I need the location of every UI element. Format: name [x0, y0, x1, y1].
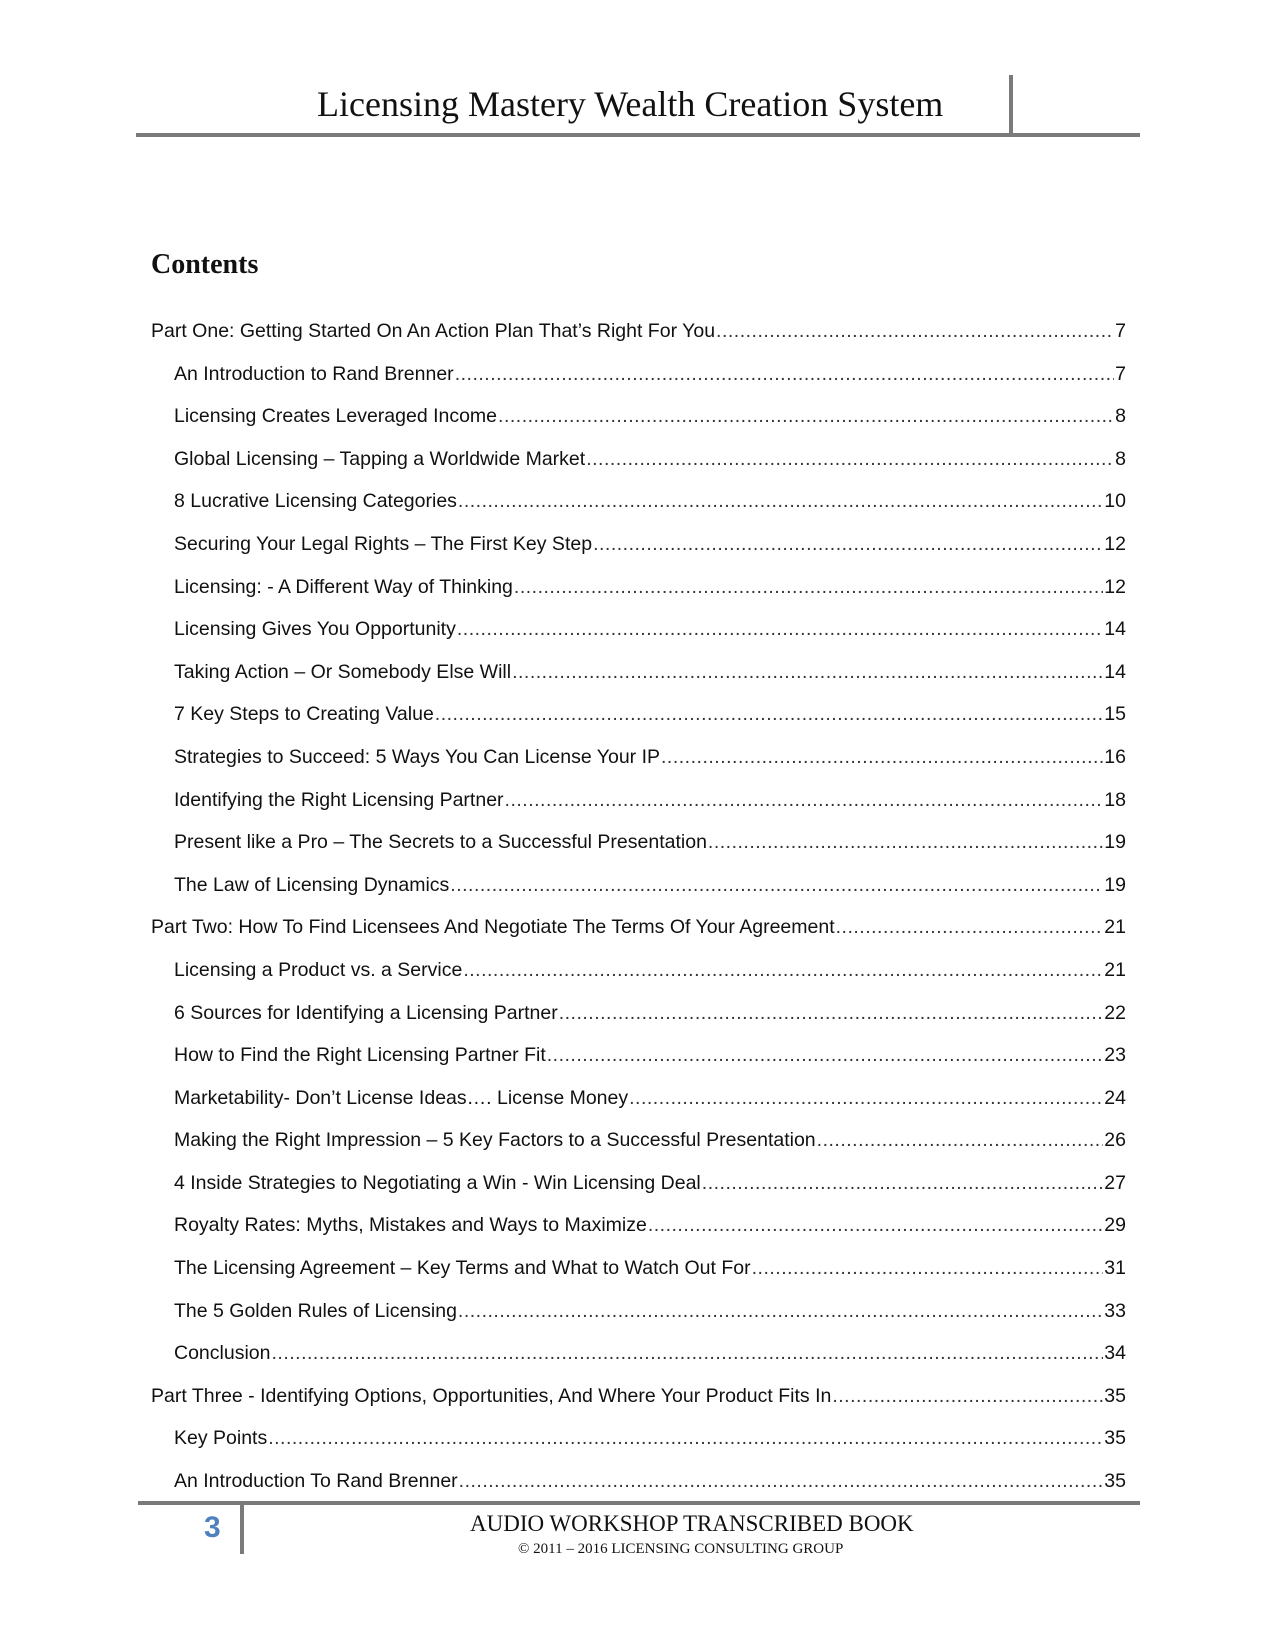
toc-entry-page: 15	[1104, 703, 1126, 726]
table-of-contents	[151, 310, 1126, 1503]
toc-entry-title: 8 Lucrative Licensing Categories	[174, 490, 457, 513]
toc-entry-title: 7 Key Steps to Creating Value	[174, 703, 434, 726]
toc-dot-leader	[435, 693, 1104, 736]
footer-title: AUDIO WORKSHOP TRANSCRIBED BOOK	[470, 1511, 914, 1536]
toc-entry-title: Licensing Gives You Opportunity	[174, 618, 456, 641]
toc-entry-title: Marketability- Don’t License Ideas…. License Money	[174, 1086, 629, 1109]
toc-entry-page: 21	[1104, 958, 1126, 981]
toc-entry-page: 23	[1104, 1044, 1126, 1067]
toc-entry-page: 22	[1104, 1001, 1126, 1024]
toc-entry-title: Conclusion	[174, 1342, 271, 1365]
toc-dot-leader	[271, 1332, 1103, 1375]
toc-section-entry[interactable]	[151, 864, 1126, 907]
toc-entry-page: 35	[1104, 1470, 1126, 1493]
toc-dot-leader	[455, 353, 1114, 396]
toc-dot-leader	[459, 1460, 1104, 1503]
toc-dot-leader	[559, 992, 1104, 1035]
toc-entry-page: 7	[1115, 362, 1126, 385]
toc-dot-leader	[512, 651, 1103, 694]
toc-entry-title: Part One: Getting Started On An Action Plan That’s Right For You	[151, 320, 716, 342]
toc-entry-page: 26	[1104, 1129, 1126, 1152]
toc-entry-title: Taking Action – Or Somebody Else Will	[174, 660, 512, 683]
toc-section-entry[interactable]	[151, 1460, 1126, 1503]
toc-dot-leader	[458, 1290, 1103, 1333]
toc-entry-page: 12	[1104, 532, 1126, 555]
toc-entry-page: 29	[1104, 1214, 1126, 1237]
toc-entry-page: 19	[1104, 873, 1126, 896]
toc-entry-title: An Introduction To Rand Brenner	[174, 1470, 458, 1493]
toc-dot-leader	[752, 1247, 1104, 1290]
footer-vertical-rule	[240, 1503, 244, 1554]
toc-entry-page: 16	[1104, 745, 1126, 768]
toc-section-entry[interactable]	[151, 566, 1126, 609]
toc-dot-leader	[716, 310, 1114, 353]
toc-section-entry[interactable]	[151, 1417, 1126, 1460]
page-number: 3	[204, 1511, 221, 1544]
toc-entry-page: 8	[1115, 405, 1126, 428]
toc-entry-page: 14	[1104, 660, 1126, 683]
toc-entry-title: Part Three - Identifying Options, Opportunities, And Where Your Product Fits In	[151, 1384, 832, 1407]
toc-section-entry[interactable]	[151, 693, 1126, 736]
footer-copyright: © 2011 – 2016 LICENSING CONSULTING GROUP	[518, 1541, 844, 1557]
toc-entry-title: Licensing a Product vs. a Service	[174, 958, 463, 981]
toc-dot-leader	[702, 1162, 1104, 1205]
toc-dot-leader	[547, 1034, 1104, 1077]
toc-entry-page: 31	[1104, 1257, 1126, 1280]
toc-section-entry[interactable]	[151, 523, 1126, 566]
toc-section-entry[interactable]	[151, 353, 1126, 396]
toc-entry-title: Licensing Creates Leveraged Income	[174, 405, 498, 428]
toc-entry-page: 21	[1104, 916, 1126, 939]
toc-entry-title: How to Find the Right Licensing Partner Fit	[174, 1044, 546, 1067]
toc-entry-title: Securing Your Legal Rights – The First Key Step	[174, 532, 593, 555]
toc-dot-leader	[463, 949, 1103, 992]
toc-dot-leader	[817, 1119, 1104, 1162]
toc-section-entry[interactable]	[151, 608, 1126, 651]
toc-entry-page: 34	[1104, 1342, 1126, 1365]
contents-heading: Contents	[151, 249, 259, 280]
toc-entry-title: The Licensing Agreement – Key Terms and What to Watch Out For	[174, 1257, 751, 1280]
toc-section-entry[interactable]	[151, 821, 1126, 864]
toc-section-entry[interactable]	[151, 992, 1126, 1035]
toc-part-entry[interactable]	[151, 1375, 1126, 1418]
toc-dot-leader	[450, 864, 1103, 907]
toc-entry-page: 33	[1104, 1299, 1126, 1322]
header-vertical-rule	[1009, 75, 1013, 135]
toc-entry-page: 18	[1104, 788, 1126, 811]
toc-entry-title: Strategies to Succeed: 5 Ways You Can License Your IP	[174, 745, 661, 768]
toc-entry-title: 6 Sources for Identifying a Licensing Partner	[174, 1001, 558, 1024]
toc-section-entry[interactable]	[151, 1290, 1126, 1333]
toc-dot-leader	[832, 1375, 1103, 1418]
toc-dot-leader	[458, 480, 1103, 523]
toc-entry-title: Making the Right Impression – 5 Key Factors to a Successful Presentation	[174, 1129, 816, 1152]
toc-dot-leader	[268, 1417, 1103, 1460]
toc-dot-leader	[586, 438, 1114, 481]
toc-section-entry[interactable]	[151, 395, 1126, 438]
running-header-title: Licensing Mastery Wealth Creation System	[317, 84, 944, 124]
toc-section-entry[interactable]	[151, 1247, 1126, 1290]
toc-entry-page: 24	[1104, 1086, 1126, 1109]
toc-section-entry[interactable]	[151, 736, 1126, 779]
toc-dot-leader	[708, 821, 1103, 864]
toc-entry-title: The Law of Licensing Dynamics	[174, 873, 450, 896]
toc-entry-title: The 5 Golden Rules of Licensing	[174, 1299, 457, 1322]
toc-section-entry[interactable]	[151, 438, 1126, 481]
toc-entry-title: Identifying the Right Licensing Partner	[174, 788, 504, 811]
toc-section-entry[interactable]	[151, 1162, 1126, 1205]
toc-dot-leader	[498, 395, 1114, 438]
footer-horizontal-rule	[138, 1501, 1140, 1505]
toc-part-entry[interactable]	[151, 906, 1126, 949]
toc-section-entry[interactable]	[151, 1034, 1126, 1077]
toc-entry-title: Part Two: How To Find Licensees And Negotiate The Terms Of Your Agreement	[151, 916, 835, 939]
toc-section-entry[interactable]	[151, 1204, 1126, 1247]
toc-section-entry[interactable]	[151, 1332, 1126, 1375]
toc-dot-leader	[514, 566, 1103, 609]
toc-dot-leader	[836, 906, 1104, 949]
toc-section-entry[interactable]	[151, 949, 1126, 992]
toc-entry-title: Licensing: - A Different Way of Thinking	[174, 575, 513, 598]
toc-section-entry[interactable]	[151, 651, 1126, 694]
toc-dot-leader	[593, 523, 1103, 566]
toc-entry-title: 4 Inside Strategies to Negotiating a Win - Win Licensing Deal	[174, 1171, 701, 1194]
toc-section-entry[interactable]	[151, 1119, 1126, 1162]
toc-entry-page: 7	[1115, 320, 1126, 342]
toc-dot-leader	[505, 779, 1104, 822]
toc-entry-page: 8	[1115, 447, 1126, 470]
toc-entry-title: Global Licensing – Tapping a Worldwide Market	[174, 447, 586, 470]
toc-section-entry[interactable]	[151, 480, 1126, 523]
toc-entry-title: Present like a Pro – The Secrets to a Successful Presentation	[174, 831, 707, 854]
toc-entry-page: 27	[1104, 1171, 1126, 1194]
header-horizontal-rule	[136, 133, 1140, 137]
toc-dot-leader	[457, 608, 1103, 651]
toc-dot-leader	[661, 736, 1103, 779]
toc-entry-page: 14	[1104, 618, 1126, 641]
toc-entry-title: Key Points	[174, 1427, 268, 1450]
toc-entry-page: 35	[1104, 1427, 1126, 1450]
toc-section-entry[interactable]	[151, 779, 1126, 822]
toc-dot-leader	[629, 1077, 1103, 1120]
toc-entry-title: Royalty Rates: Myths, Mistakes and Ways to Maximize	[174, 1214, 647, 1237]
toc-entry-page: 35	[1104, 1384, 1126, 1407]
toc-dot-leader	[648, 1204, 1103, 1247]
toc-entry-page: 19	[1104, 831, 1126, 854]
toc-section-entry[interactable]	[151, 1077, 1126, 1120]
toc-part-entry[interactable]	[151, 310, 1126, 353]
toc-entry-title: An Introduction to Rand Brenner	[174, 362, 454, 385]
toc-entry-page: 10	[1104, 490, 1126, 513]
toc-entry-page: 12	[1104, 575, 1126, 598]
